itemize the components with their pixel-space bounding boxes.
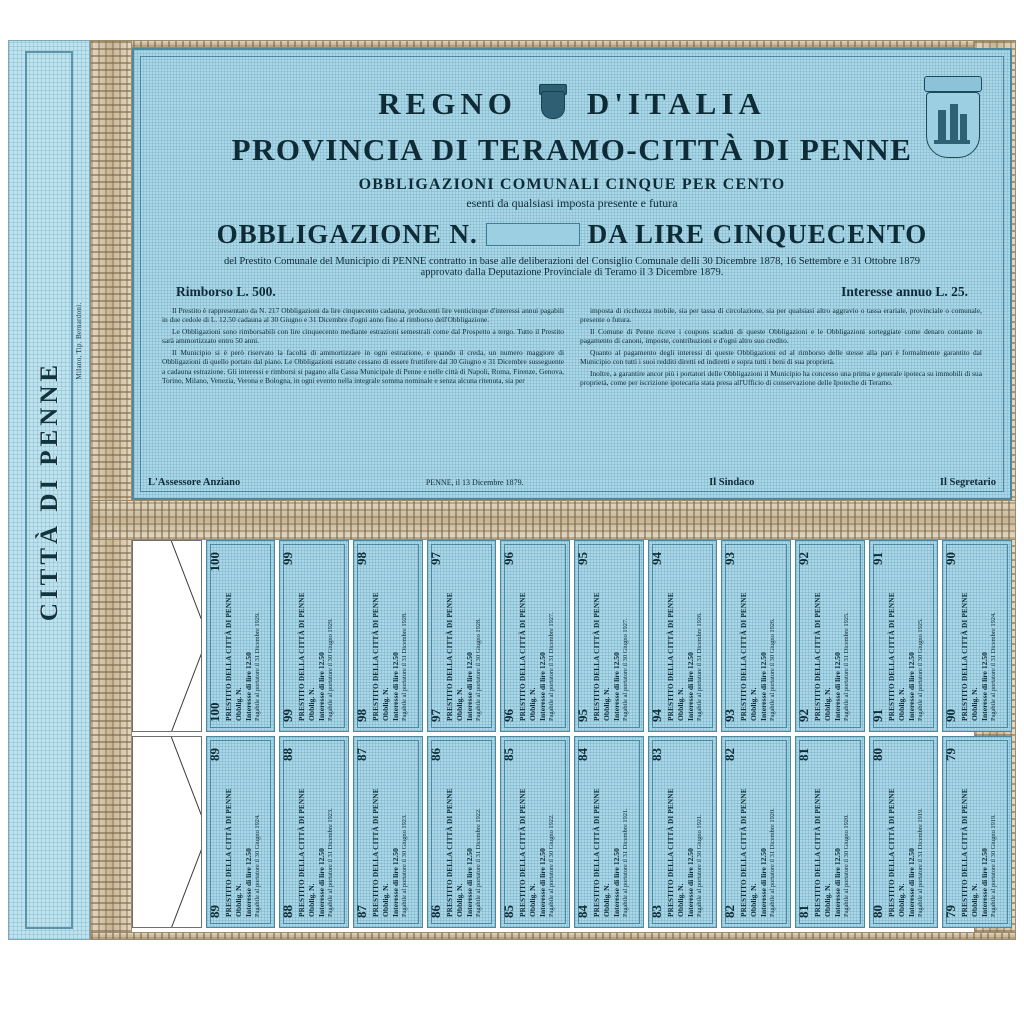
kingdom-heading	[148, 84, 996, 124]
stub-title: CITTÀ DI PENNE	[36, 360, 63, 622]
coupon-obligation: Obblig. N.	[528, 687, 538, 721]
coupon[interactable]	[648, 736, 718, 928]
coupon-heading: PRESTITO DELLA CITTÀ DI PENNE	[740, 592, 749, 721]
coupon-obligation: Obblig. N.	[381, 687, 391, 721]
terms-paragraph: Le Obbligazioni sono rimborsabili con lire cinquecento mediante estrazioni semestrali come dal Prospetto a tergo. Tutto il Prestito sarà ammortizzato entro 50 anni.	[162, 326, 564, 346]
coupon-due-date: Pagabile al portatore il 31 Dicembre 1929.	[253, 612, 261, 721]
coupon-interest: Interesse di lire 12.50	[980, 848, 990, 917]
coupon-interest: Interesse di lire 12.50	[833, 652, 843, 721]
coupon-blank	[132, 540, 202, 732]
coupon-number: 87 87	[354, 748, 370, 918]
coupon-text	[870, 541, 939, 727]
terms-column-right	[580, 306, 982, 390]
signature-sindaco: Il Sindaco	[709, 477, 755, 488]
ornament-border-left	[90, 40, 132, 940]
stub-printer-wrap	[72, 131, 86, 551]
coupon-row-2	[132, 736, 1012, 928]
coupon-interest: Interesse di lire 12.50	[612, 652, 622, 721]
coupon-interest: Interesse di lire 12.50	[759, 848, 769, 917]
coupon-due-date: Pagabile al portatore il 30 Giugno 1922.	[548, 814, 556, 917]
stub-printer-credit: Milano, Tip. Bernardoni.	[75, 302, 83, 380]
coupon-number: 92 92	[796, 552, 812, 722]
coupon-interest: Interesse di lire 12.50	[317, 848, 327, 917]
coupon-obligation: Obblig. N.	[970, 687, 980, 721]
coupon-number: 94 94	[648, 552, 664, 722]
coupon[interactable]	[279, 736, 349, 928]
coupon-heading: PRESTITO DELLA CITTÀ DI PENNE	[887, 592, 896, 721]
ornament-border-bottom	[90, 932, 1016, 940]
coupon-heading: PRESTITO DELLA CITTÀ DI PENNE	[372, 592, 381, 721]
coupon-due-date: Pagabile al portatore il 31 Dicembre 1922.	[474, 808, 482, 917]
coupon-text	[870, 737, 939, 923]
coupon-due-date: Pagabile al portatore il 31 Dicembre 1926.	[695, 612, 703, 721]
coupon[interactable]	[279, 540, 349, 732]
coupon-heading: PRESTITO DELLA CITTÀ DI PENNE	[961, 592, 970, 721]
kingdom-word-1: REGNO	[378, 86, 517, 121]
coupon-obligation: Obblig. N.	[454, 687, 464, 721]
coupon-text	[722, 737, 791, 923]
coupon-heading: PRESTITO DELLA CITTÀ DI PENNE	[224, 592, 233, 721]
coupon-number: 96 96	[501, 552, 517, 722]
coupon-interest: Interesse di lire 12.50	[685, 652, 695, 721]
coupon-number: 80 80	[869, 748, 885, 918]
coupon-obligation: Obblig. N.	[675, 883, 685, 917]
coupon-heading: PRESTITO DELLA CITTÀ DI PENNE	[961, 788, 970, 917]
coupon-due-date: Pagabile al portatore il 31 Dicembre 1928.	[401, 612, 409, 721]
signature-segretario: Il Segretario	[939, 477, 996, 488]
coupon-number: 99 99	[280, 552, 296, 722]
coupon-number: 98 98	[354, 552, 370, 722]
coupon-interest: Interesse di lire 12.50	[538, 652, 548, 721]
coupon-due-date: Pagabile al portatore il 30 Giugno 1919.	[990, 814, 998, 917]
coupon-interest: Interesse di lire 12.50	[538, 848, 548, 917]
coupon-due-date: Pagabile al portatore il 30 Giugno 1923.	[401, 814, 409, 917]
coupon-due-date: Pagabile al portatore il 30 Giugno 1928.	[474, 618, 482, 721]
terms-body	[148, 306, 996, 390]
coupon[interactable]	[648, 540, 718, 732]
coupon-interest: Interesse di lire 12.50	[317, 652, 327, 721]
coupon-obligation: Obblig. N.	[823, 687, 833, 721]
coupon-interest: Interesse di lire 12.50	[243, 848, 253, 917]
coupon-due-date: Pagabile al portatore il 30 Giugno 1921.	[695, 814, 703, 917]
coupon-heading: PRESTITO DELLA CITTÀ DI PENNE	[298, 592, 307, 721]
coupon-text	[501, 737, 570, 923]
coupon[interactable]	[206, 736, 276, 928]
coupon-heading: PRESTITO DELLA CITTÀ DI PENNE	[593, 592, 602, 721]
terms-column-left	[162, 306, 564, 390]
terms-paragraph: Il Municipio si è però riservato la facoltà di ammortizzare in ogni estrazione, e quando il creda, un numero maggiore di Obbligazioni di quello portato dal piano. Le Obbligazioni estratte cessano di essere fruttifere dal 30 Giugno e 31 Dicembre susseguente a cadauna estrazione. Gli interessi e rimborsi si pagano alla Cassa Municipale di Penne e nelle città di Napoli, Roma, Firenze, Genova, Torino, Milano, Venezia, Verona e Bologna, in ogni evento nella integrale somma nominale e senza alcuna ritenuta, sia per	[162, 347, 564, 386]
coupon-obligation: Obblig. N.	[307, 883, 317, 917]
coupon-obligation: Obblig. N.	[970, 883, 980, 917]
coupon-due-date: Pagabile al portatore il 31 Dicembre 1925.	[843, 612, 851, 721]
coupon[interactable]	[869, 736, 939, 928]
coupon-text	[649, 737, 718, 923]
coupon-heading: PRESTITO DELLA CITTÀ DI PENNE	[666, 592, 675, 721]
coupon-text	[649, 541, 718, 727]
coupon-heading: PRESTITO DELLA CITTÀ DI PENNE	[814, 592, 823, 721]
coupon-number: 79 79	[943, 748, 959, 918]
coupon[interactable]	[795, 736, 865, 928]
signature-row	[148, 477, 996, 488]
coupon-interest: Interesse di lire 12.50	[685, 848, 695, 917]
place-date: PENNE, il 13 Dicembre 1879.	[425, 478, 524, 487]
coupon-obligation: Obblig. N.	[233, 883, 243, 917]
coupon-number: 88 88	[280, 748, 296, 918]
certificate-stub	[8, 40, 90, 940]
coupon-interest: Interesse di lire 12.50	[243, 652, 253, 721]
coupon-due-date: Pagabile al portatore il 31 Dicembre 1921.	[622, 808, 630, 917]
coupon-heading: PRESTITO DELLA CITTÀ DI PENNE	[814, 788, 823, 917]
coupon[interactable]	[353, 540, 423, 732]
kingdom-word-2: D'ITALIA	[586, 86, 766, 121]
terms-paragraph: Il Comune di Penne riceve i coupons scaduti di queste Obbligazioni e le Obbligazioni sorteggiate come denaro contante in pagamento di canoni, imposte, contribuzioni e d'ogni altro suo credito.	[580, 326, 982, 346]
coupon-obligation: Obblig. N.	[749, 883, 759, 917]
coupon-obligation: Obblig. N.	[528, 883, 538, 917]
coupon-text	[428, 541, 497, 727]
coupon-heading: PRESTITO DELLA CITTÀ DI PENNE	[887, 788, 896, 917]
coupon-text	[943, 541, 1012, 727]
terms-paragraph: Il Prestito è rappresentato da N. 217 Obbligazioni da lire cinquecento cadauna, producenti lire venticinque d'interessi annui pagabili in due cedole di L. 12.50 cadauna al 30 Giugno e 31 Dicembre d'ogni anno fino al rimborso dell'Obbligazione.	[162, 306, 564, 325]
royal-arms-icon	[535, 84, 569, 124]
obligation-label: OBBLIGAZIONE N.	[216, 219, 478, 249]
coupon[interactable]	[574, 736, 644, 928]
coupon-number: 97 97	[427, 552, 443, 722]
coupon-heading: PRESTITO DELLA CITTÀ DI PENNE	[519, 788, 528, 917]
coupon-interest: Interesse di lire 12.50	[759, 652, 769, 721]
coupon-interest: Interesse di lire 12.50	[464, 652, 474, 721]
coupon-interest: Interesse di lire 12.50	[833, 848, 843, 917]
coupon-number: 89 89	[206, 748, 222, 918]
coupon-obligation: Obblig. N.	[896, 883, 906, 917]
city-coat-of-arms-icon	[916, 76, 988, 160]
coupon-text	[207, 541, 276, 727]
terms-paragraph: Quanto al pagamento degli interessi di queste Obbligazioni ed al rimborso delle stesse alla pari è formalmente garantito dal Municipio con tutti i suoi redditi diretti ed indiretti e sopra tutti i beni di sua proprietà.	[580, 347, 982, 367]
coupon-obligation: Obblig. N.	[602, 883, 612, 917]
terms-paragraph: imposta di ricchezza mobile, sia per tassa di circolazione, sia per qualsiasi altro aggravio o tassa erariale, provinciale o comunale, presente o futura.	[580, 306, 982, 325]
coupon-due-date: Pagabile al portatore il 31 Dicembre 1923.	[327, 808, 335, 917]
coupon-heading: PRESTITO DELLA CITTÀ DI PENNE	[224, 788, 233, 917]
coupon-due-date: Pagabile al portatore il 30 Giugno 1920.	[843, 814, 851, 917]
coupon-heading: PRESTITO DELLA CITTÀ DI PENNE	[519, 592, 528, 721]
coupon-text	[428, 737, 497, 923]
coupon-interest: Interesse di lire 12.50	[906, 848, 916, 917]
coupon-text	[354, 737, 423, 923]
coupon-number: 82 82	[722, 748, 738, 918]
coupon-text	[501, 541, 570, 727]
main-certificate	[132, 48, 1012, 500]
coupon-obligation: Obblig. N.	[233, 687, 243, 721]
coupon-obligation: Obblig. N.	[823, 883, 833, 917]
coupon-interest: Interesse di lire 12.50	[980, 652, 990, 721]
coupon-heading: PRESTITO DELLA CITTÀ DI PENNE	[372, 788, 381, 917]
coupon-interest: Interesse di lire 12.50	[906, 652, 916, 721]
coupon-text	[280, 541, 349, 727]
loan-reference-line-1: del Prestito Comunale del Municipio di PENNE contratto in base alle deliberazioni del Consiglio Comunale delli 30 Dicembre 1878, 16 Settembre e 31 Ottobre 1879	[223, 256, 921, 267]
coupon[interactable]	[206, 540, 276, 732]
coupon-text	[280, 737, 349, 923]
coupon-text	[575, 737, 644, 923]
amounts-row	[148, 284, 996, 300]
loan-reference-line-2: approvato dalla Deputazione Provinciale di Teramo il 3 Dicembre 1879.	[420, 267, 724, 278]
coupon-obligation: Obblig. N.	[381, 883, 391, 917]
coupon-text	[207, 737, 276, 923]
coupon-due-date: Pagabile al portatore il 30 Giugno 1924.	[253, 814, 261, 917]
coupon-interest: Interesse di lire 12.50	[612, 848, 622, 917]
coupon-sheet	[132, 540, 1012, 932]
coupon[interactable]	[795, 540, 865, 732]
ornament-border-top	[90, 40, 1016, 48]
coupon-blank	[132, 736, 202, 928]
coupon-interest: Interesse di lire 12.50	[391, 848, 401, 917]
coupon-number: 95 95	[575, 552, 591, 722]
coupon-obligation: Obblig. N.	[454, 883, 464, 917]
coupon-obligation: Obblig. N.	[749, 687, 759, 721]
coupon-heading: PRESTITO DELLA CITTÀ DI PENNE	[666, 788, 675, 917]
coupon-number: 81 81	[796, 748, 812, 918]
coupon-number: 86 86	[427, 748, 443, 918]
coupon[interactable]	[721, 540, 791, 732]
coupon[interactable]	[721, 736, 791, 928]
coupon-number: 100 100	[206, 552, 222, 722]
coupon-text	[354, 541, 423, 727]
coupon-text	[722, 541, 791, 727]
amount-label: DA LIRE CINQUECENTO	[587, 219, 928, 249]
coupon-number: 83 83	[648, 748, 664, 918]
coupon-due-date: Pagabile al portatore il 31 Dicembre 1924.	[990, 612, 998, 721]
coupon-number: 93 93	[722, 552, 738, 722]
coupon[interactable]	[500, 736, 570, 928]
coupon-text	[943, 737, 1012, 923]
coupon-due-date: Pagabile al portatore il 31 Dicembre 1927.	[548, 612, 556, 721]
coupon-interest: Interesse di lire 12.50	[391, 652, 401, 721]
coupon-heading: PRESTITO DELLA CITTÀ DI PENNE	[593, 788, 602, 917]
obligation-line	[148, 219, 996, 250]
coupon[interactable]	[427, 736, 497, 928]
coupon-number: 91 91	[869, 552, 885, 722]
coupon-due-date: Pagabile al portatore il 30 Giugno 1929.	[327, 618, 335, 721]
coupon-number: 84 84	[575, 748, 591, 918]
coupon-heading: PRESTITO DELLA CITTÀ DI PENNE	[298, 788, 307, 917]
coupon-due-date: Pagabile al portatore il 31 Dicembre 1919.	[916, 808, 924, 917]
coupon[interactable]	[574, 540, 644, 732]
terms-paragraph: Inoltre, a garantire ancor più i portatori delle Obbligazioni il Municipio ha concesso una prima e generale ipoteca su immobili di sua proprietà, come per iscrizione ipotecaria stata presa all'Ufficio di conservazione delle Ipoteche di Teramo.	[580, 368, 982, 388]
coupon-due-date: Pagabile al portatore il 31 Dicembre 1920.	[769, 808, 777, 917]
obligation-number-field[interactable]	[486, 223, 580, 246]
ornament-border-middle	[90, 500, 1016, 540]
coupon-heading: PRESTITO DELLA CITTÀ DI PENNE	[445, 592, 454, 721]
bond-subtitle: OBBLIGAZIONI COMUNALI CINQUE PER CENTO	[358, 176, 786, 193]
coupon[interactable]	[942, 736, 1012, 928]
annual-interest-label: Interesse annuo L. 25.	[841, 284, 968, 299]
coupon-due-date: Pagabile al portatore il 30 Giugno 1926.	[769, 618, 777, 721]
coupon[interactable]	[353, 736, 423, 928]
coupon-interest: Interesse di lire 12.50	[464, 848, 474, 917]
reimbursement-label: Rimborso L. 500.	[176, 284, 276, 299]
coupon[interactable]	[500, 540, 570, 732]
coupon-number: 90 90	[943, 552, 959, 722]
coupon-text	[575, 541, 644, 727]
coupon[interactable]	[942, 540, 1012, 732]
signature-assessore: L'Assessore Anziano	[148, 477, 241, 488]
coupon[interactable]	[869, 540, 939, 732]
coupon-obligation: Obblig. N.	[602, 687, 612, 721]
coupon-obligation: Obblig. N.	[896, 687, 906, 721]
coupon-due-date: Pagabile al portatore il 30 Giugno 1927.	[622, 618, 630, 721]
province-city-heading: PROVINCIA DI TERAMO-CITTÀ DI PENNE	[231, 132, 913, 167]
coupon-obligation: Obblig. N.	[675, 687, 685, 721]
coupon-heading: PRESTITO DELLA CITTÀ DI PENNE	[740, 788, 749, 917]
coupon-number: 85 85	[501, 748, 517, 918]
coupon[interactable]	[427, 540, 497, 732]
tax-exempt-note: esenti da qualsiasi imposta presente e futura	[466, 196, 678, 210]
coupon-text	[796, 541, 865, 727]
coupon-text	[796, 737, 865, 923]
coupon-obligation: Obblig. N.	[307, 687, 317, 721]
coupon-heading: PRESTITO DELLA CITTÀ DI PENNE	[445, 788, 454, 917]
coupon-row-1	[132, 540, 1012, 732]
coupon-due-date: Pagabile al portatore il 30 Giugno 1925.	[916, 618, 924, 721]
